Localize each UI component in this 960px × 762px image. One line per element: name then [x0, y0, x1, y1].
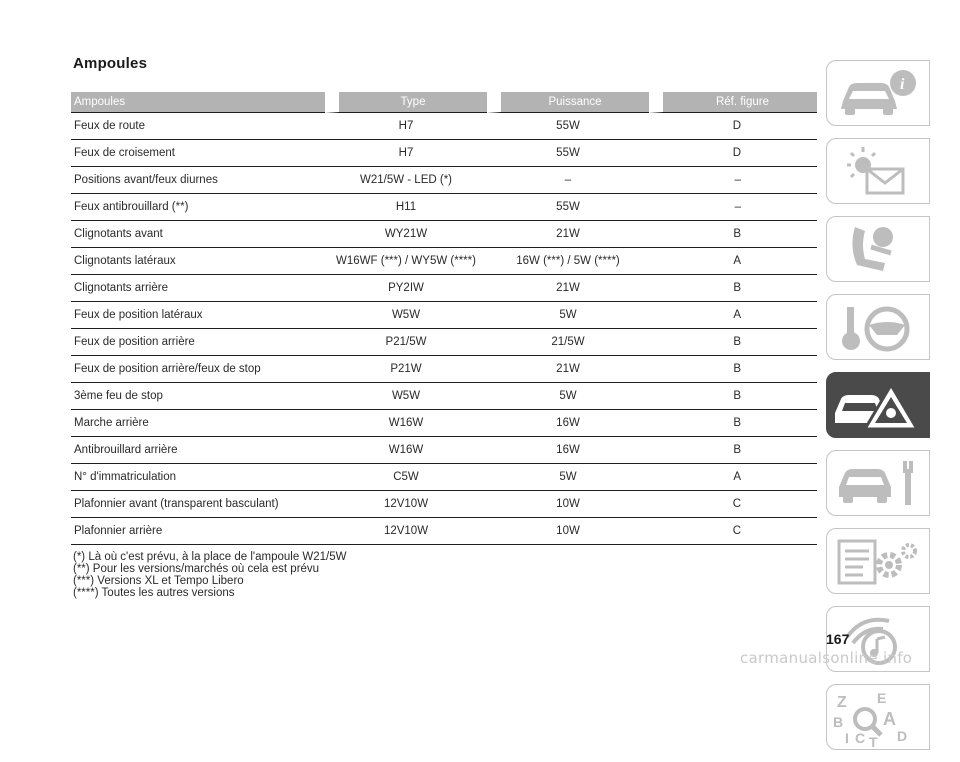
bulb-type-cell: H11 — [325, 194, 487, 221]
bulb-type-cell: WY21W — [325, 221, 487, 248]
table-row — [71, 167, 817, 194]
bulb-type-cell: W5W — [325, 302, 487, 329]
svg-text:T: T — [869, 734, 878, 749]
tab-key-steering[interactable] — [826, 294, 930, 360]
tab-index[interactable] — [826, 684, 930, 750]
tab-car-info[interactable] — [826, 60, 930, 126]
bulb-power-cell: 5W — [487, 302, 649, 329]
figure-ref-cell: B — [649, 383, 817, 410]
table-row — [71, 275, 817, 302]
bulb-name-cell: Plafonnier arrière — [71, 518, 325, 545]
footnote: (****) Toutes les autres versions — [73, 587, 235, 599]
bulb-type-cell: H7 — [325, 140, 487, 167]
footnotes — [73, 551, 347, 599]
tab-warning-lights[interactable] — [826, 138, 930, 204]
figure-ref-cell: – — [649, 194, 817, 221]
figure-ref-cell: – — [649, 167, 817, 194]
table-row — [71, 113, 817, 140]
figure-ref-cell: D — [649, 140, 817, 167]
tab-breakdown[interactable] — [826, 372, 930, 438]
bulb-power-cell: 21W — [487, 275, 649, 302]
bulb-power-cell: 21W — [487, 356, 649, 383]
table-row — [71, 437, 817, 464]
svg-text:C: C — [855, 730, 866, 746]
bulb-type-cell: W16W — [325, 410, 487, 437]
tab-specifications[interactable] — [826, 528, 930, 594]
bulb-power-cell: 55W — [487, 113, 649, 140]
warning-lights-message-icon — [827, 139, 929, 203]
bulb-name-cell: Plafonnier avant (transparent basculant) — [71, 491, 325, 518]
tab-seat-airbag[interactable] — [826, 216, 930, 282]
alphabetical-index-icon — [827, 685, 929, 749]
bulb-power-cell: 55W — [487, 140, 649, 167]
bulb-power-cell: 16W — [487, 410, 649, 437]
bulb-type-cell: 12V10W — [325, 518, 487, 545]
table-row — [71, 491, 817, 518]
svg-text:B: B — [833, 714, 844, 730]
bulb-type-cell: P21/5W — [325, 329, 487, 356]
table-row — [71, 383, 817, 410]
svg-text:i: i — [900, 76, 905, 93]
bulb-name-cell: Marche arrière — [71, 410, 325, 437]
figure-ref-cell: A — [649, 302, 817, 329]
bulb-type-cell: P21W — [325, 356, 487, 383]
table-row — [71, 464, 817, 491]
svg-text:Z: Z — [837, 694, 847, 711]
figure-ref-cell: B — [649, 329, 817, 356]
table-row — [71, 356, 817, 383]
bulb-name-cell: Feux de position arrière/feux de stop — [71, 356, 325, 383]
header-figure-ref: Réf. figure — [649, 92, 817, 113]
seat-airbag-icon — [827, 217, 929, 281]
header-bulbs: Ampoules — [71, 92, 325, 113]
figure-ref-cell: B — [649, 356, 817, 383]
table-row — [71, 140, 817, 167]
bulb-name-cell: Feux de croisement — [71, 140, 325, 167]
bulb-name-cell: Feux antibrouillard (**) — [71, 194, 325, 221]
bulb-name-cell: Clignotants avant — [71, 221, 325, 248]
bulb-power-cell: 21/5W — [487, 329, 649, 356]
figure-ref-cell: B — [649, 410, 817, 437]
bulb-type-cell: W21/5W - LED (*) — [325, 167, 487, 194]
svg-text:A: A — [883, 709, 896, 729]
svg-text:D: D — [897, 728, 908, 744]
bulb-table — [71, 92, 817, 545]
bulb-type-cell: W16WF (***) / WY5W (****) — [325, 248, 487, 275]
table-row — [71, 329, 817, 356]
figure-ref-cell: B — [649, 275, 817, 302]
figure-ref-cell: A — [649, 248, 817, 275]
bulb-power-cell: 16W (***) / 5W (****) — [487, 248, 649, 275]
tab-maintenance[interactable] — [826, 450, 930, 516]
bulb-power-cell: 55W — [487, 194, 649, 221]
table-row — [71, 221, 817, 248]
header-power: Puissance — [487, 92, 649, 113]
footnote: (***) Versions XL et Tempo Libero — [73, 575, 244, 587]
bulb-power-cell: 21W — [487, 221, 649, 248]
table-row — [71, 518, 817, 545]
bulb-name-cell: N° d'immatriculation — [71, 464, 325, 491]
car-maintenance-wrench-icon — [827, 451, 929, 515]
bulb-name-cell: Feux de route — [71, 113, 325, 140]
figure-ref-cell: B — [649, 221, 817, 248]
bulb-power-cell: 5W — [487, 383, 649, 410]
bulb-type-cell: W5W — [325, 383, 487, 410]
table-row — [71, 194, 817, 221]
car-info-icon — [827, 61, 929, 125]
figure-ref-cell: B — [649, 437, 817, 464]
bulb-type-cell: W16W — [325, 437, 487, 464]
bulb-name-cell: Clignotants arrière — [71, 275, 325, 302]
bulb-power-cell: 16W — [487, 437, 649, 464]
bulb-power-cell: – — [487, 167, 649, 194]
svg-text:E: E — [877, 690, 887, 706]
bulb-name-cell: Clignotants latéraux — [71, 248, 325, 275]
key-steering-wheel-icon — [827, 295, 929, 359]
bulb-name-cell: Positions avant/feux diurnes — [71, 167, 325, 194]
bulb-name-cell: Feux de position arrière — [71, 329, 325, 356]
footnote: (**) Pour les versions/marchés où cela est prévu — [73, 563, 320, 575]
bulb-power-cell: 10W — [487, 491, 649, 518]
specifications-gear-icon — [827, 529, 929, 593]
svg-text:I: I — [845, 730, 849, 746]
table-row — [71, 410, 817, 437]
figure-ref-cell: C — [649, 518, 817, 545]
car-breakdown-warning-icon — [827, 373, 929, 437]
footnote: (*) Là où c'est prévu, à la place de l'ampoule W21/5W — [73, 551, 347, 563]
bulb-name-cell: Antibrouillard arrière — [71, 437, 325, 464]
table-header-row — [71, 92, 817, 113]
table-row — [71, 302, 817, 329]
table-row — [71, 248, 817, 275]
header-type: Type — [325, 92, 487, 113]
bulb-power-cell: 5W — [487, 464, 649, 491]
bulb-type-cell: PY2IW — [325, 275, 487, 302]
bulb-type-cell: 12V10W — [325, 491, 487, 518]
figure-ref-cell: D — [649, 113, 817, 140]
section-title: Ampoules — [73, 55, 148, 72]
footer-watermark: carmanualsonline.info — [740, 649, 913, 667]
bulb-name-cell: 3ème feu de stop — [71, 383, 325, 410]
bulb-type-cell: H7 — [325, 113, 487, 140]
bulb-power-cell: 10W — [487, 518, 649, 545]
bulb-type-cell: C5W — [325, 464, 487, 491]
figure-ref-cell: C — [649, 491, 817, 518]
figure-ref-cell: A — [649, 464, 817, 491]
page-number: 167 — [826, 631, 850, 647]
bulb-name-cell: Feux de position latéraux — [71, 302, 325, 329]
